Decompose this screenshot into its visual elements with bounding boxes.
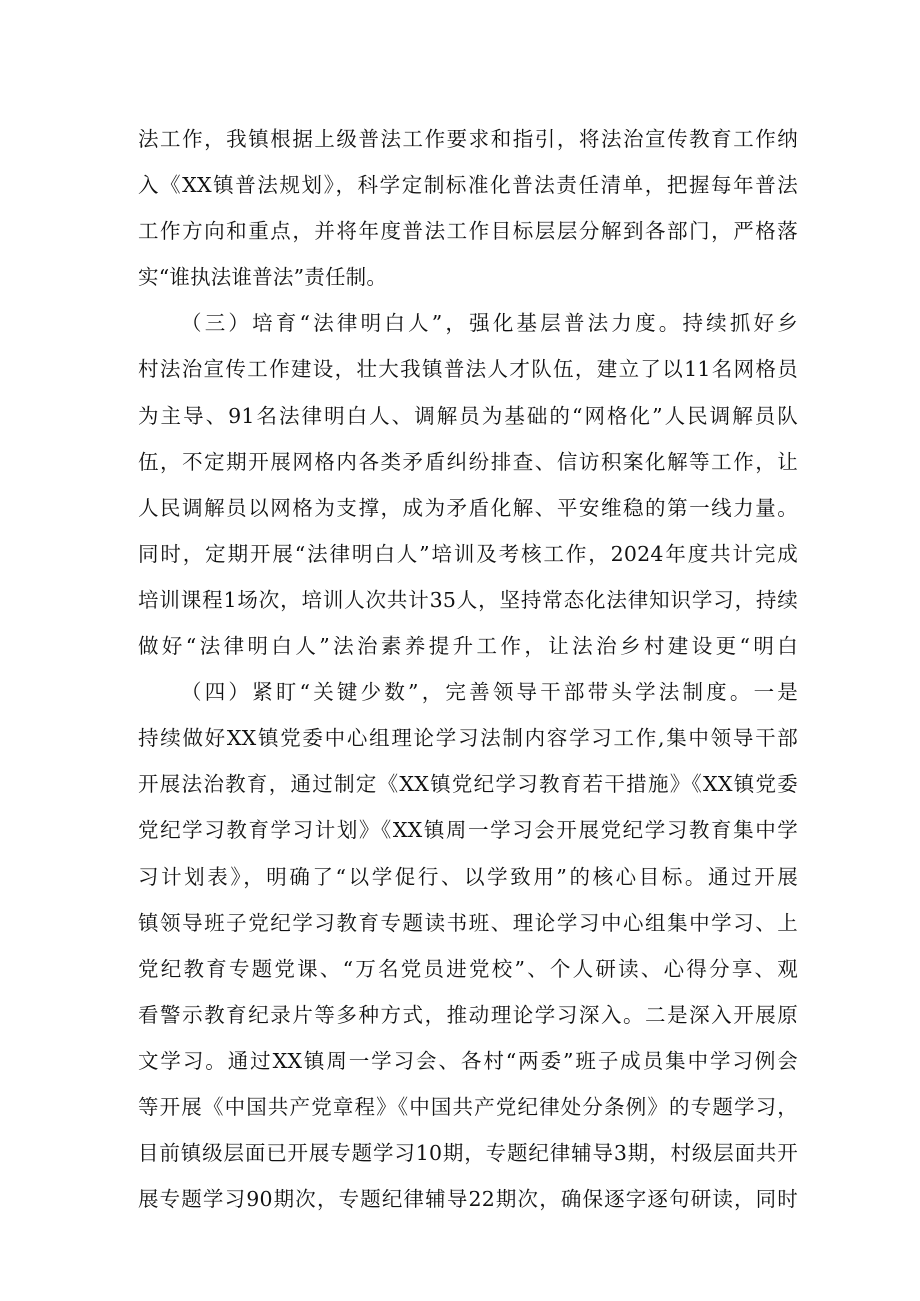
text-line: 培训课程1场次，培训人次共计35人，坚持常态化法律知识学习，持续: [138, 587, 798, 612]
text-line: 镇领导班子党纪学习教育专题读书班、理论学习中心组集中学习、上: [138, 910, 798, 935]
text-line: 法工作，我镇根据上级普法工作要求和指引，将法治宣传教育工作纳: [138, 127, 798, 151]
text-line: 展专题学习90期次，专题纪律辅导22期次，确保逐字逐句研读，同时: [138, 1187, 798, 1212]
text-line: 同时，定期开展“法律明白人”培训及考核工作，2024年度共计完成: [138, 541, 798, 566]
text-line: 人民调解员以网格为支撑，成为矛盾化解、平安维稳的第一线力量。: [138, 495, 798, 520]
text-line: 文学习。通过XX镇周一学习会、各村“两委”班子成员集中学习例会: [138, 1048, 798, 1073]
text-line: 入《XX镇普法规划》，科学定制标准化普法责任清单，把握每年普法: [138, 173, 798, 198]
text-line: 工作方向和重点，并将年度普法工作目标层层分解到各部门，严格落: [138, 219, 798, 244]
text-line: 目前镇级层面已开展专题学习10期，专题纪律辅导3期，村级层面共开: [138, 1141, 798, 1166]
text-line: （四）紧盯“关键少数”，完善领导干部带头学法制度。一是: [181, 680, 798, 705]
text-line: 为主导、91名法律明白人、调解员为基础的“网格化”人民调解员队: [138, 403, 798, 428]
text-line: 实“谁执法谁普法”责任制。: [138, 265, 388, 290]
text-line: 开展法治教育，通过制定《XX镇党纪学习教育若干措施》《XX镇党委: [138, 772, 798, 797]
text-line: （三）培育“法律明白人”，强化基层普法力度。持续抓好乡: [181, 311, 798, 336]
text-line: 看警示教育纪录片等多种方式，推动理论学习深入。二是深入开展原: [138, 1002, 798, 1027]
text-line: 做好“法律明白人”法治素养提升工作，让法治乡村建设更“明白: [138, 634, 798, 659]
text-line: 党纪学习教育学习计划》《XX镇周一学习会开展党纪学习教育集中学: [138, 818, 798, 843]
text-line: 村法治宣传工作建设，壮大我镇普法人才队伍，建立了以11名网格员: [138, 357, 798, 382]
text-line: 持续做好XX镇党委中心组理论学习法制内容学习工作,集中领导干部: [138, 726, 798, 751]
text-line: 习计划表》，明确了“以学促行、以学致用”的核心目标。通过开展: [138, 864, 798, 889]
text-line: 伍，不定期开展网格内各类矛盾纠纷排查、信访积案化解等工作，让: [138, 449, 798, 474]
document-body: [138, 116, 798, 1222]
text-line: 等开展《中国共产党章程》《中国共产党纪律处分条例》的专题学习，: [138, 1094, 798, 1119]
text-line: 党纪教育专题党课、“万名党员进党校”、个人研读、心得分享、观: [138, 956, 798, 981]
